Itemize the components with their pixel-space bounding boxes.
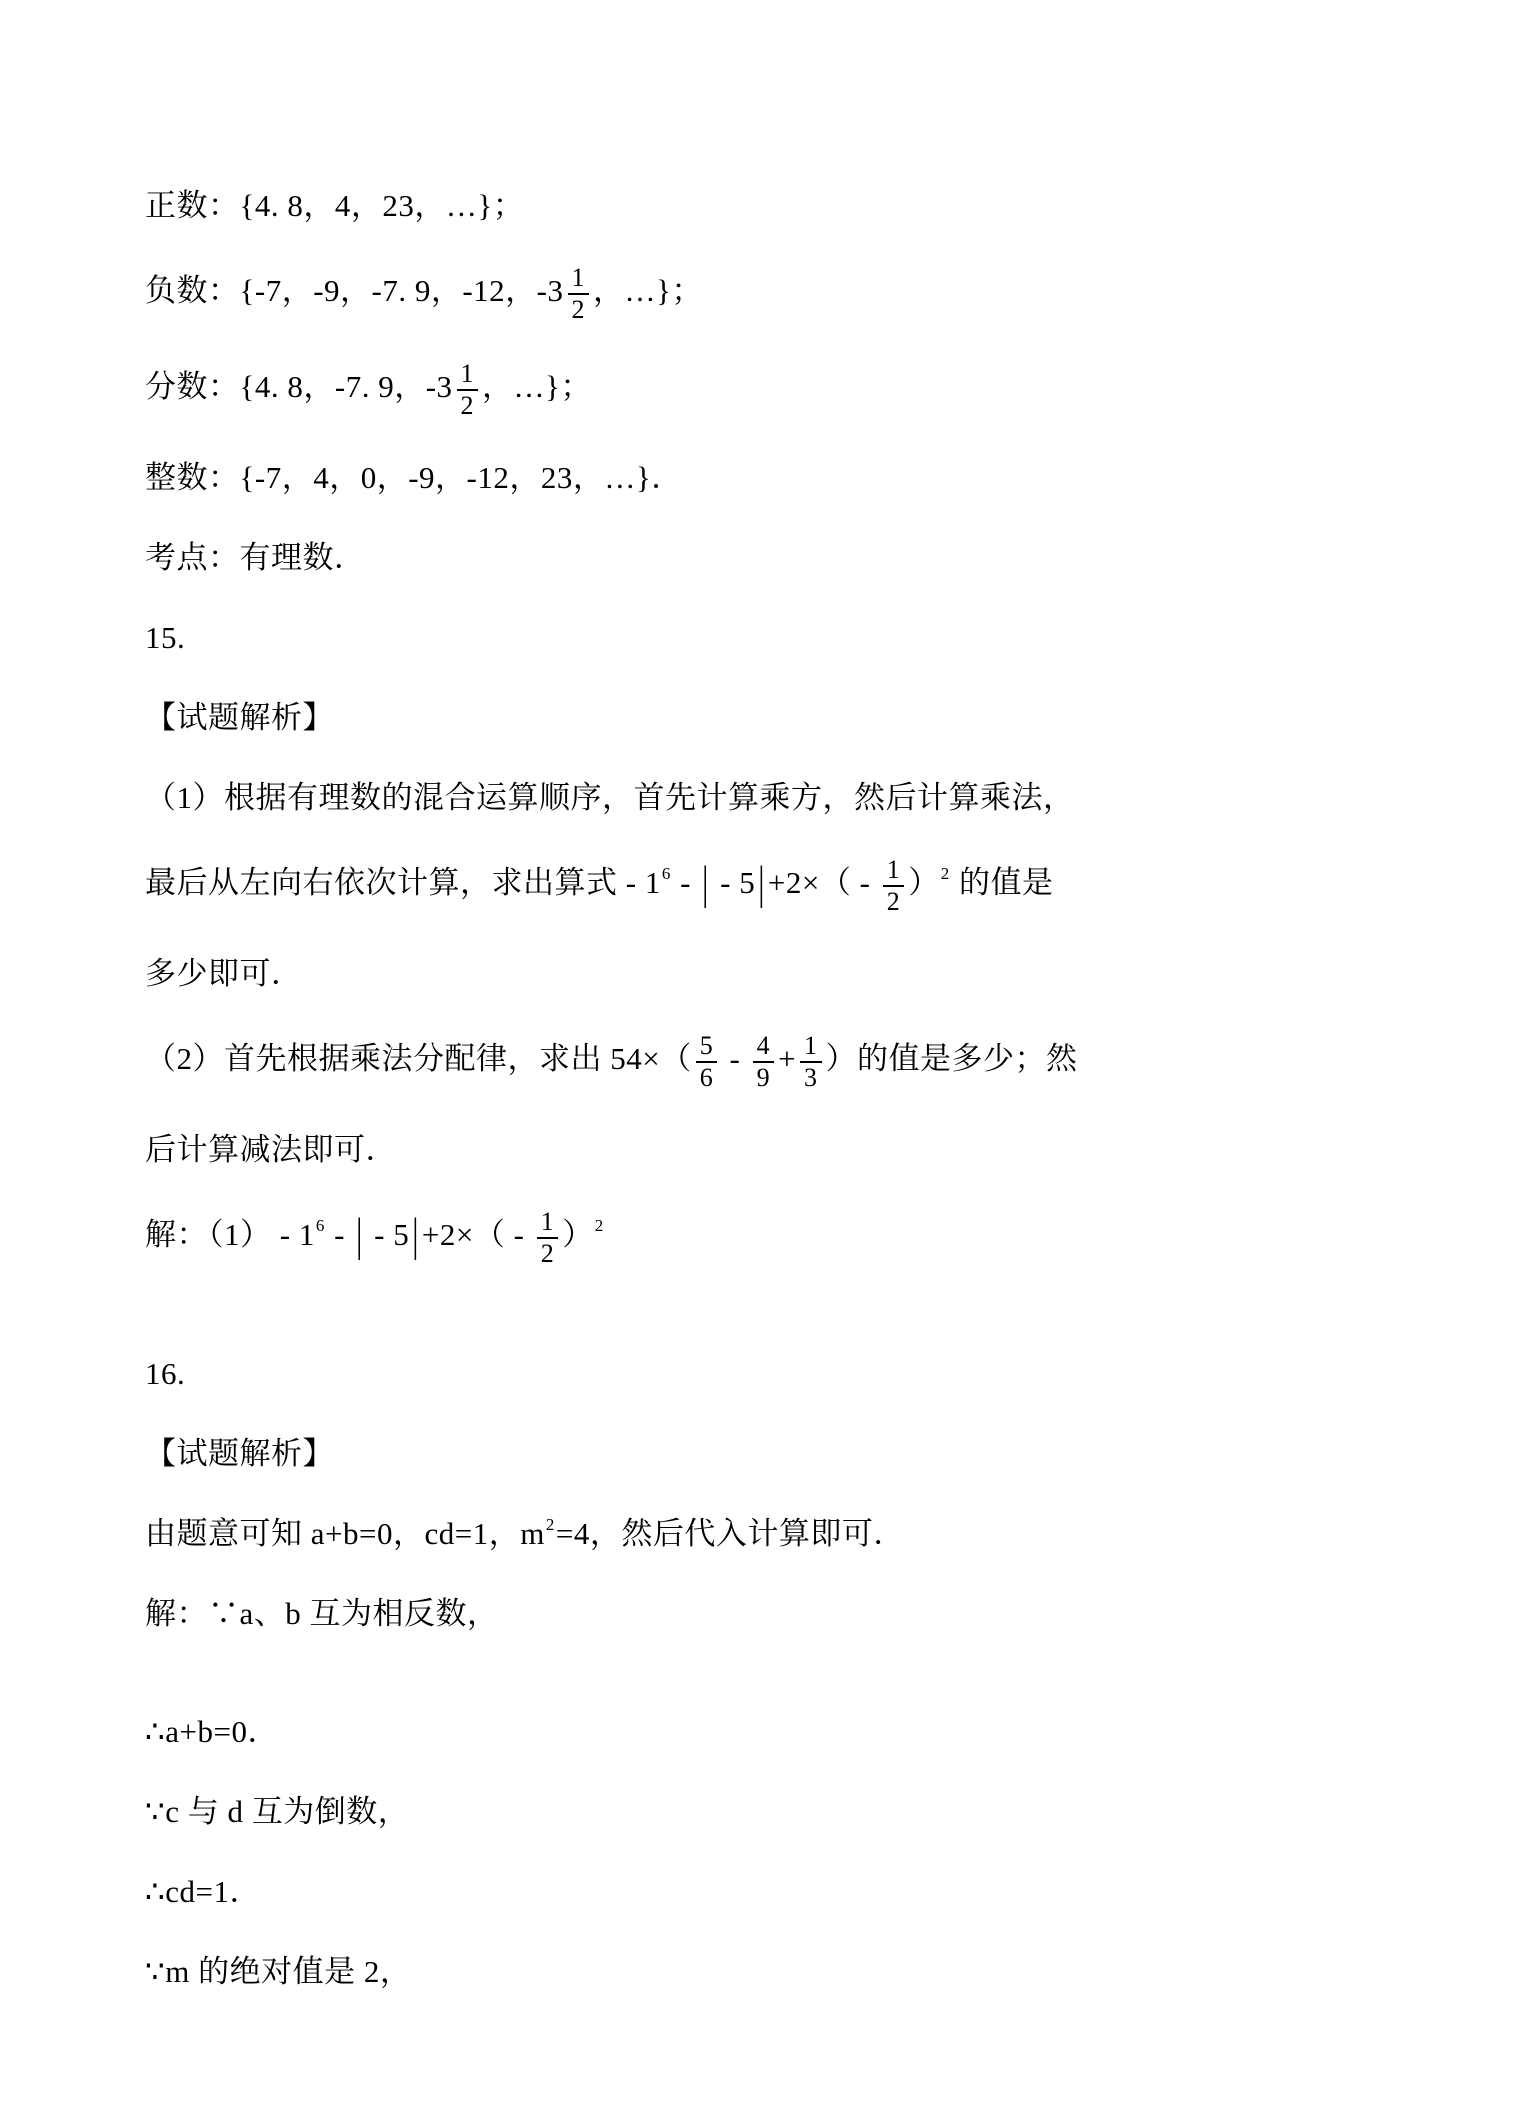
exponent: 6 — [315, 1216, 325, 1236]
fraction: $\frac{1}{2}$ — [457, 359, 479, 421]
p16-solution-line2: ∴a+b=0． — [145, 1714, 279, 1749]
fraction: $\frac{1}{2}$ — [568, 263, 590, 325]
p16-solution-line4: ∴cd=1． — [145, 1874, 261, 1909]
fraction: $\frac{1}{2}$ — [537, 1207, 559, 1269]
fraction: $\frac{1}{2}$ — [883, 855, 905, 917]
p15-solution-line: 解：$(1) - 1^6$ - | - 5|+2×（ - $\frac{1}{2}$ ）$^2$ — [145, 1207, 1396, 1269]
analysis-header-16: 【试题解析】 — [145, 1436, 334, 1471]
p16-solution-line3: ∵c 与 d 互为倒数， — [145, 1794, 410, 1829]
p15-step1-line3: 多少即可． — [145, 956, 303, 991]
absolute-value-bar: | — [412, 1208, 419, 1261]
negative-numbers-line: 负数：{-7，-9，-7. 9，-12，-3 $\frac{1}{2}$ ，…}； — [145, 263, 703, 324]
exponent: 2 — [545, 1515, 555, 1534]
absolute-value-bar: | — [702, 856, 709, 909]
fractions-line: 分数：{4. 8，-7. 9，-3 $\frac{1}{2}$ ，…}； — [145, 359, 592, 420]
exponent: 2 — [940, 864, 950, 884]
exponent: 2 — [594, 1216, 604, 1236]
problem-16-number: 16. — [145, 1356, 186, 1391]
problem-15-number: 15. — [145, 620, 186, 655]
exam-point-line: 考点：有理数． — [145, 540, 366, 575]
absolute-value-bar: | — [356, 1208, 363, 1261]
analysis-header-15: 【试题解析】 — [145, 700, 334, 735]
p15-step2-line2: 后计算减法即可． — [145, 1132, 397, 1167]
absolute-value-bar: | — [758, 856, 765, 909]
p15-step2-line1: （2）首先根据乘法分配律，求出 54×（ $\frac{5}{6}$ - $\frac{4}{9}$ + $\frac{1}{3}$ ）的值是多少；然 — [145, 1031, 1078, 1092]
integers-line: 整数：{-7，4，0，-9，-12，23，…}． — [145, 460, 683, 495]
p15-step1-line2: 最后从左向右依次计算，求出算式 - $1^6$ - | - 5|+2×（ - $\frac{1}{2}$ ）$^2$ 的值是 — [145, 855, 1396, 917]
p16-solution-line5: ∵m 的绝对值是 2， — [145, 1954, 412, 1989]
positive-numbers-line: 正数：{4. 8，4，23，…}； — [145, 188, 525, 223]
p16-solution-line1: 解：∵a、b 互为相反数， — [145, 1596, 499, 1631]
fraction: $\frac{1}{3}$ — [800, 1031, 822, 1093]
fraction: $\frac{4}{9}$ — [753, 1031, 775, 1093]
p16-analysis-line: 由题意可知 a+b=0，cd=1，$m^2=4$，然后代入计算即可． — [145, 1515, 905, 1551]
p15-step1-line1: （1）根据有理数的混合运算顺序，首先计算乘方，然后计算乘法， — [145, 780, 1075, 815]
fraction: $\frac{5}{6}$ — [696, 1031, 718, 1093]
exponent: 6 — [661, 864, 671, 884]
